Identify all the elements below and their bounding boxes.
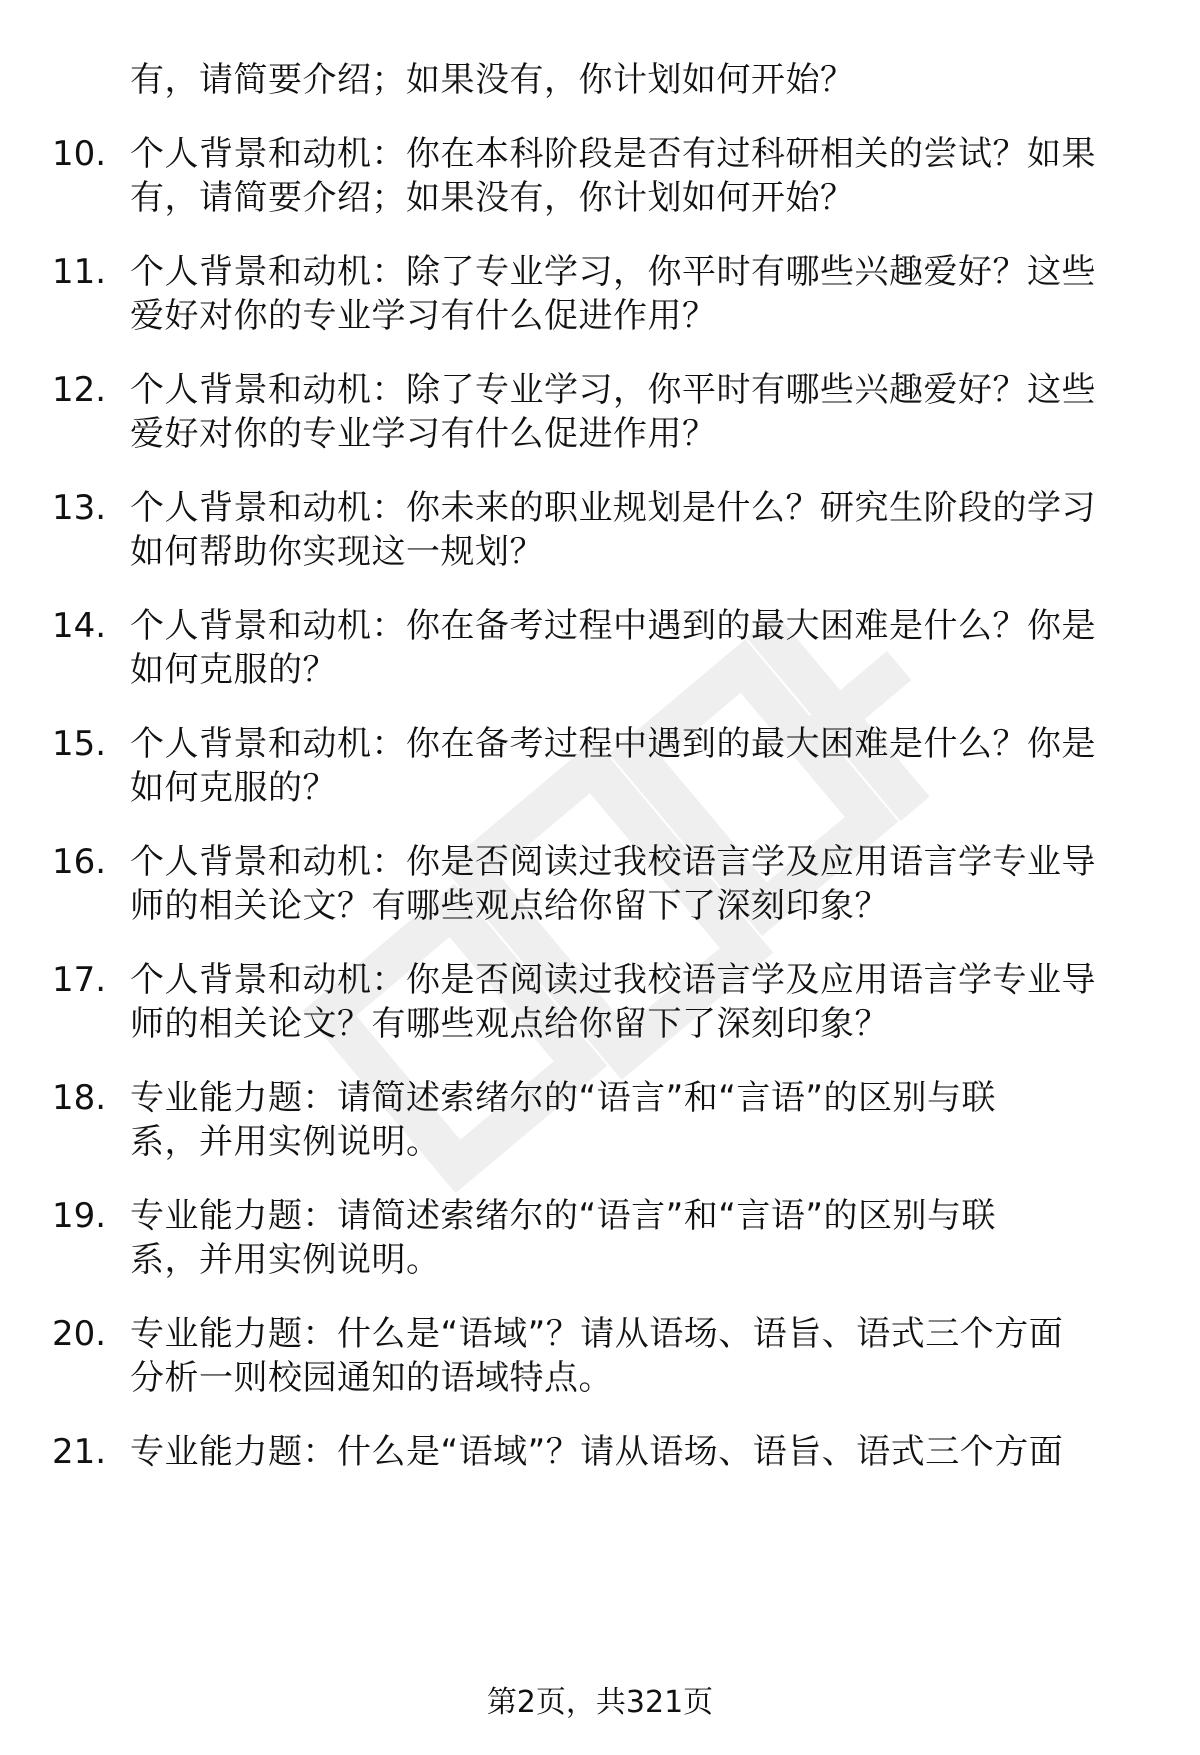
item-text-line: 个人背景和动机：你是否阅读过我校语言学及应用语言学专业导 bbox=[130, 842, 1096, 882]
item-text-line: 专业能力题：请简述索绪尔的“语言”和“言语”的区别与联 bbox=[130, 1078, 996, 1118]
item-number: 17. bbox=[52, 960, 107, 1000]
item-text-line: 个人背景和动机：除了专业学习，你平时有哪些兴趣爱好？这些 bbox=[130, 252, 1096, 292]
item-number: 11. bbox=[52, 252, 107, 292]
item-text-line: 个人背景和动机：你未来的职业规划是什么？研究生阶段的学习 bbox=[130, 488, 1096, 528]
item-text-line: 分析一则校园通知的语域特点。 bbox=[130, 1358, 613, 1398]
item-text-line: 系，并用实例说明。 bbox=[130, 1240, 441, 1280]
item-text-line: 个人背景和动机：你在备考过程中遇到的最大困难是什么？你是 bbox=[130, 724, 1096, 764]
item-number: 19. bbox=[52, 1196, 107, 1236]
item-text-line: 专业能力题：什么是“语域”？请从语场、语旨、语式三个方面 bbox=[130, 1314, 1064, 1354]
item-number: 13. bbox=[52, 488, 107, 528]
item-number: 12. bbox=[52, 370, 107, 410]
item-text-line: 爱好对你的专业学习有什么促进作用？ bbox=[130, 414, 717, 454]
item-number: 18. bbox=[52, 1078, 107, 1118]
item-text-line: 有，请简要介绍；如果没有，你计划如何开始？ bbox=[130, 178, 855, 218]
item-number: 20. bbox=[52, 1314, 107, 1354]
item-number: 10. bbox=[52, 134, 107, 174]
item-text-line: 如何克服的？ bbox=[130, 650, 337, 690]
item-text-line: 师的相关论文？有哪些观点给你留下了深刻印象？ bbox=[130, 1004, 889, 1044]
item-text-line: 爱好对你的专业学习有什么促进作用？ bbox=[130, 296, 717, 336]
item-text-line: 专业能力题：请简述索绪尔的“语言”和“言语”的区别与联 bbox=[130, 1196, 996, 1236]
item-number: 15. bbox=[52, 724, 107, 764]
continuation-line: 有，请简要介绍；如果没有，你计划如何开始？ bbox=[130, 60, 855, 100]
item-number: 21. bbox=[52, 1432, 107, 1472]
item-number: 16. bbox=[52, 842, 107, 882]
item-text-line: 如何帮助你实现这一规划？ bbox=[130, 532, 544, 572]
item-text-line: 师的相关论文？有哪些观点给你留下了深刻印象？ bbox=[130, 886, 889, 926]
item-text-line: 如何克服的？ bbox=[130, 768, 337, 808]
page-footer: 第2页，共321页 bbox=[486, 1685, 714, 1720]
item-text-line: 专业能力题：什么是“语域”？请从语场、语旨、语式三个方面 bbox=[130, 1432, 1064, 1472]
item-text-line: 个人背景和动机：你在备考过程中遇到的最大困难是什么？你是 bbox=[130, 606, 1096, 646]
item-number: 14. bbox=[52, 606, 107, 646]
item-text-line: 系，并用实例说明。 bbox=[130, 1122, 441, 1162]
item-text-line: 个人背景和动机：除了专业学习，你平时有哪些兴趣爱好？这些 bbox=[130, 370, 1096, 410]
item-text-line: 个人背景和动机：你是否阅读过我校语言学及应用语言学专业导 bbox=[130, 960, 1096, 1000]
item-text-line: 个人背景和动机：你在本科阶段是否有过科研相关的尝试？如果 bbox=[130, 134, 1096, 174]
